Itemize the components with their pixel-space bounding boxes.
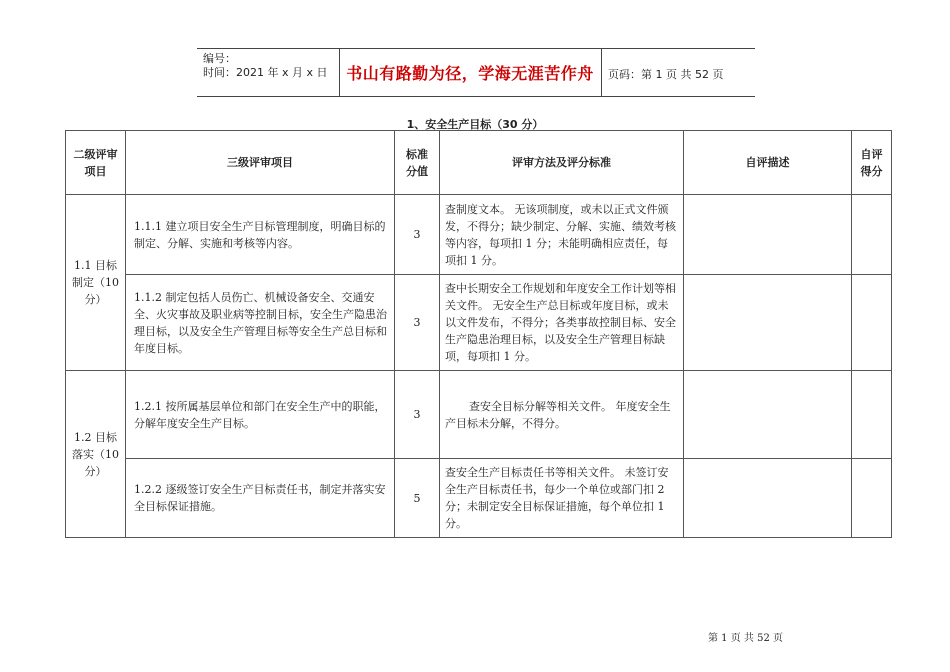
document-header <box>197 48 755 97</box>
time-label: 时间：2021 年 x 月 x 日 <box>203 66 328 79</box>
column-header: 三级评审项目 <box>126 131 395 195</box>
column-header: 二级评审项目 <box>66 131 126 195</box>
level2-item: 1.1 目标制定（10 分） <box>66 195 126 371</box>
table-row <box>66 275 892 371</box>
self-description-cell[interactable] <box>684 195 852 275</box>
header-divider <box>601 49 602 96</box>
level3-item: 1.1.2 制定包括人员伤亡、机械设备安全、交通安全、火灾事故及职业病等控制目标，安全生产隐患治理目标，以及安全生产管理目标等安全生产总目标和年度目标。 <box>126 275 395 371</box>
review-method: 查中长期安全工作规划和年度安全工作计划等相关文件。 无安全生产总目标或年度目标，或未以文件发布，不得分；各类事故控制目标、安全生产隐患治理目标，以及安全生产管理目标缺项，每项扣 1 分。 <box>440 275 684 371</box>
standard-score: 5 <box>395 459 440 538</box>
table-row <box>66 195 892 275</box>
standard-score: 3 <box>395 275 440 371</box>
section-title: 1、安全生产目标（30 分） <box>406 118 544 131</box>
level3-item: 1.2.2 逐级签订安全生产目标责任书，制定并落实安全目标保证措施。 <box>126 459 395 538</box>
number-label: 编号： <box>203 52 236 65</box>
self-score-cell[interactable] <box>852 459 892 538</box>
self-description-cell[interactable] <box>684 275 852 371</box>
level3-item: 1.2.1 按所属基层单位和部门在安全生产中的职能，分解年度安全生产目标。 <box>126 371 395 459</box>
page-info: 页码：第 1 页 共 52 页 <box>608 68 724 81</box>
level3-item: 1.1.1 建立项目安全生产目标管理制度，明确目标的制定、分解、实施和考核等内容。 <box>126 195 395 275</box>
review-method: 查制度文本。 无该项制度，或未以正式文件颁发，不得分；缺少制定、分解、实施、绩效考核等内容，每项扣 1 分；未能明确相应责任，每项扣 1 分。 <box>440 195 684 275</box>
evaluation-table <box>65 130 892 538</box>
column-header: 标准分值 <box>395 131 440 195</box>
review-method: 查安全生产目标责任书等相关文件。 未签订安全生产目标责任书，每少一个单位或部门扣 2 分；未制定安全目标保证措施，每个单位扣 1 分。 <box>440 459 684 538</box>
table-row <box>66 371 892 459</box>
review-method: 查安全目标分解等相关文件。 年度安全生产目标未分解，不得分。 <box>440 371 684 459</box>
table-row <box>66 459 892 538</box>
table-header-row <box>66 131 892 195</box>
self-score-cell[interactable] <box>852 275 892 371</box>
self-description-cell[interactable] <box>684 371 852 459</box>
column-header: 自评描述 <box>684 131 852 195</box>
level2-item: 1.2 目标落实（10 分） <box>66 371 126 538</box>
self-description-cell[interactable] <box>684 459 852 538</box>
standard-score: 3 <box>395 195 440 275</box>
footer-page-number: 第 1 页 共 52 页 <box>708 633 783 644</box>
self-score-cell[interactable] <box>852 195 892 275</box>
header-motto: 书山有路勤为径，学海无涯苦作舟 <box>346 64 594 83</box>
column-header: 自评得分 <box>852 131 892 195</box>
column-header: 评审方法及评分标准 <box>440 131 684 195</box>
header-info <box>203 52 328 80</box>
standard-score: 3 <box>395 371 440 459</box>
self-score-cell[interactable] <box>852 371 892 459</box>
